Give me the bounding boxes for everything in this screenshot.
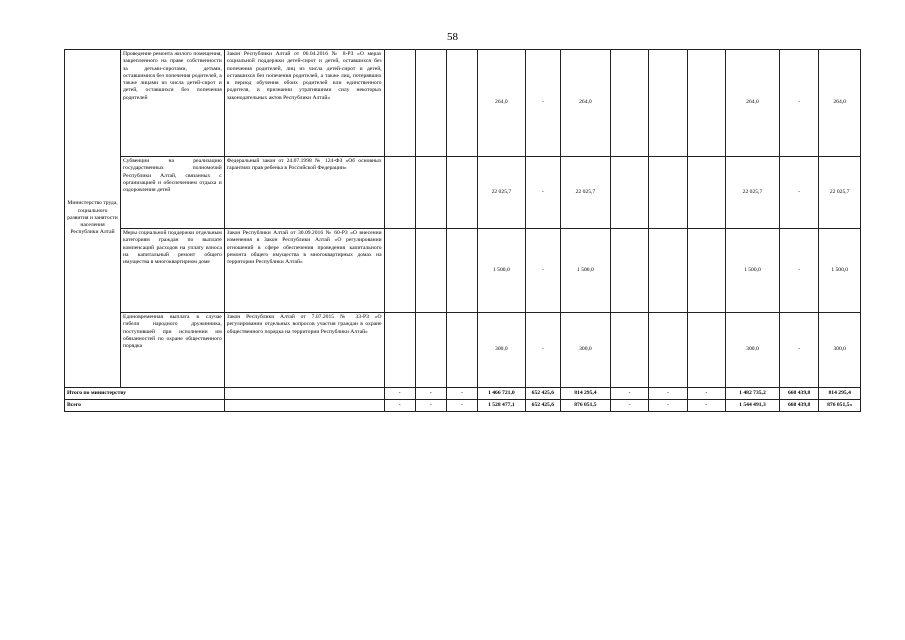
value-cell xyxy=(687,313,725,388)
total-all-row xyxy=(65,400,861,412)
law-cell: Закон Республики Алтай от 7.07.2015 № 33-РЗ «О регулировании отдельных вопросов участия граждан в охране общественного порядка на территории Республики Алтай» xyxy=(224,313,384,388)
value-cell: 22 025,7 xyxy=(561,157,611,229)
value-cell: - xyxy=(525,229,560,313)
value-cell: 1 528 477,1 xyxy=(477,400,525,412)
value-cell xyxy=(384,157,415,229)
budget-table xyxy=(64,49,861,412)
value-cell: - xyxy=(525,50,560,157)
value-cell xyxy=(446,313,477,388)
table-row xyxy=(65,229,861,313)
value-cell xyxy=(687,157,725,229)
value-cell: - xyxy=(779,157,818,229)
value-cell: 300,0 xyxy=(725,313,779,388)
law-cell: Федеральный закон от 24.07.1998 № 124-ФЗ «Об основных гарантиях прав ребенка в Российской Федерации» xyxy=(224,157,384,229)
value-cell: 876 051,5» xyxy=(819,400,861,412)
value-cell: 652 425,6 xyxy=(525,400,560,412)
value-cell xyxy=(610,157,648,229)
value-cell: - xyxy=(525,313,560,388)
total-all-label: Всего xyxy=(65,400,225,412)
value-cell: - xyxy=(687,400,725,412)
value-cell xyxy=(610,50,648,157)
value-cell: - xyxy=(687,388,725,400)
value-cell: 1 466 721,0 xyxy=(477,388,525,400)
law-cell: Закон Республики Алтай от 30.09.2016 № 60-РЗ «О внесении изменения в Закон Республики Алтай «О регулировании отношений в сфере обеспечения проведения капитального ремонта общего имущества в многоквартирных домах на территории Республики Алтай» xyxy=(224,229,384,313)
value-cell: - xyxy=(779,229,818,313)
empty-cell xyxy=(224,388,384,400)
value-cell: 300,0 xyxy=(477,313,525,388)
value-cell: 22 025,7 xyxy=(477,157,525,229)
value-cell: - xyxy=(415,400,446,412)
law-cell: Закон Республики Алтай от 06.04.2016 № 8-РЗ «О мерах социальной поддержки детей-сирот и детей, оставшихся без попечения родителей, лиц из числа детей-сирот и детей, оставшихся без попечения родителей, а также лиц, потерявших в период обучения обоих родителей или единственного родителя, и признании утратившими силу некоторых законодательных актов Республики Алтай» xyxy=(224,50,384,157)
value-cell xyxy=(415,157,446,229)
value-cell: 814 295,4 xyxy=(819,388,861,400)
value-cell xyxy=(446,157,477,229)
value-cell: 264,0 xyxy=(819,50,861,157)
value-cell: 876 051,5 xyxy=(561,400,611,412)
value-cell: 264,0 xyxy=(725,50,779,157)
measure-cell: Проведение ремонта жилого помещения, закрепленного на праве собственности за детьми-сиротами, детьми, оставшимися без попечения родителей, а также лицами из числа детей-сирот и детей, оставшихся без попечения родителей xyxy=(121,50,225,157)
measure-cell: Единовременная выплата в случае гибели народного дружинника, поступившей при исполнении им обязанностей по охране общественного порядка xyxy=(121,313,225,388)
total-ministry-label: Итого по министерству xyxy=(65,388,225,400)
table-row xyxy=(65,313,861,388)
value-cell: - xyxy=(525,157,560,229)
table-row xyxy=(65,50,861,157)
value-cell xyxy=(649,229,687,313)
value-cell xyxy=(687,50,725,157)
value-cell: 668 439,8 xyxy=(779,400,818,412)
value-cell xyxy=(446,50,477,157)
value-cell: - xyxy=(446,388,477,400)
value-cell xyxy=(649,313,687,388)
value-cell: 22 025,7 xyxy=(819,157,861,229)
value-cell xyxy=(384,313,415,388)
value-cell: 1 500,0 xyxy=(725,229,779,313)
value-cell: 264,0 xyxy=(477,50,525,157)
value-cell: - xyxy=(649,400,687,412)
value-cell: 22 025,7 xyxy=(725,157,779,229)
empty-cell xyxy=(224,400,384,412)
value-cell: 264,0 xyxy=(561,50,611,157)
value-cell: - xyxy=(779,313,818,388)
value-cell: 814 295,4 xyxy=(561,388,611,400)
value-cell xyxy=(649,50,687,157)
value-cell: - xyxy=(446,400,477,412)
value-cell: 1 500,0 xyxy=(819,229,861,313)
measure-cell: Меры социальной поддержки отдельным категориям граждан по выплате компенсаций расходов на уплату взноса на капитальный ремонт общего имущества в многоквартирном доме xyxy=(121,229,225,313)
table-row xyxy=(65,157,861,229)
value-cell: 1 500,0 xyxy=(561,229,611,313)
ministry-cell: Министерство труда, социального развития и занятости населения Республики Алтай xyxy=(65,50,121,388)
value-cell xyxy=(384,229,415,313)
value-cell: 652 425,6 xyxy=(525,388,560,400)
value-cell: 300,0 xyxy=(819,313,861,388)
value-cell: - xyxy=(779,50,818,157)
value-cell: 1 500,0 xyxy=(477,229,525,313)
value-cell xyxy=(687,229,725,313)
value-cell: 1 544 491,3 xyxy=(725,400,779,412)
page-number: 58 xyxy=(447,31,458,43)
value-cell: 1 482 735,2 xyxy=(725,388,779,400)
value-cell xyxy=(610,313,648,388)
value-cell: - xyxy=(384,388,415,400)
value-cell xyxy=(415,50,446,157)
total-ministry-row xyxy=(65,388,861,400)
value-cell xyxy=(610,229,648,313)
value-cell xyxy=(415,229,446,313)
value-cell: - xyxy=(610,388,648,400)
value-cell xyxy=(446,229,477,313)
value-cell: - xyxy=(649,388,687,400)
value-cell xyxy=(649,157,687,229)
measure-cell: Субвенции на реализацию государственных полномочий Республики Алтай, связанных с организацией и обеспечением отдыха и оздоровления детей xyxy=(121,157,225,229)
value-cell: - xyxy=(384,400,415,412)
value-cell xyxy=(415,313,446,388)
value-cell: 668 439,8 xyxy=(779,388,818,400)
value-cell: 300,0 xyxy=(561,313,611,388)
value-cell: - xyxy=(415,388,446,400)
value-cell: - xyxy=(610,400,648,412)
value-cell xyxy=(384,50,415,157)
